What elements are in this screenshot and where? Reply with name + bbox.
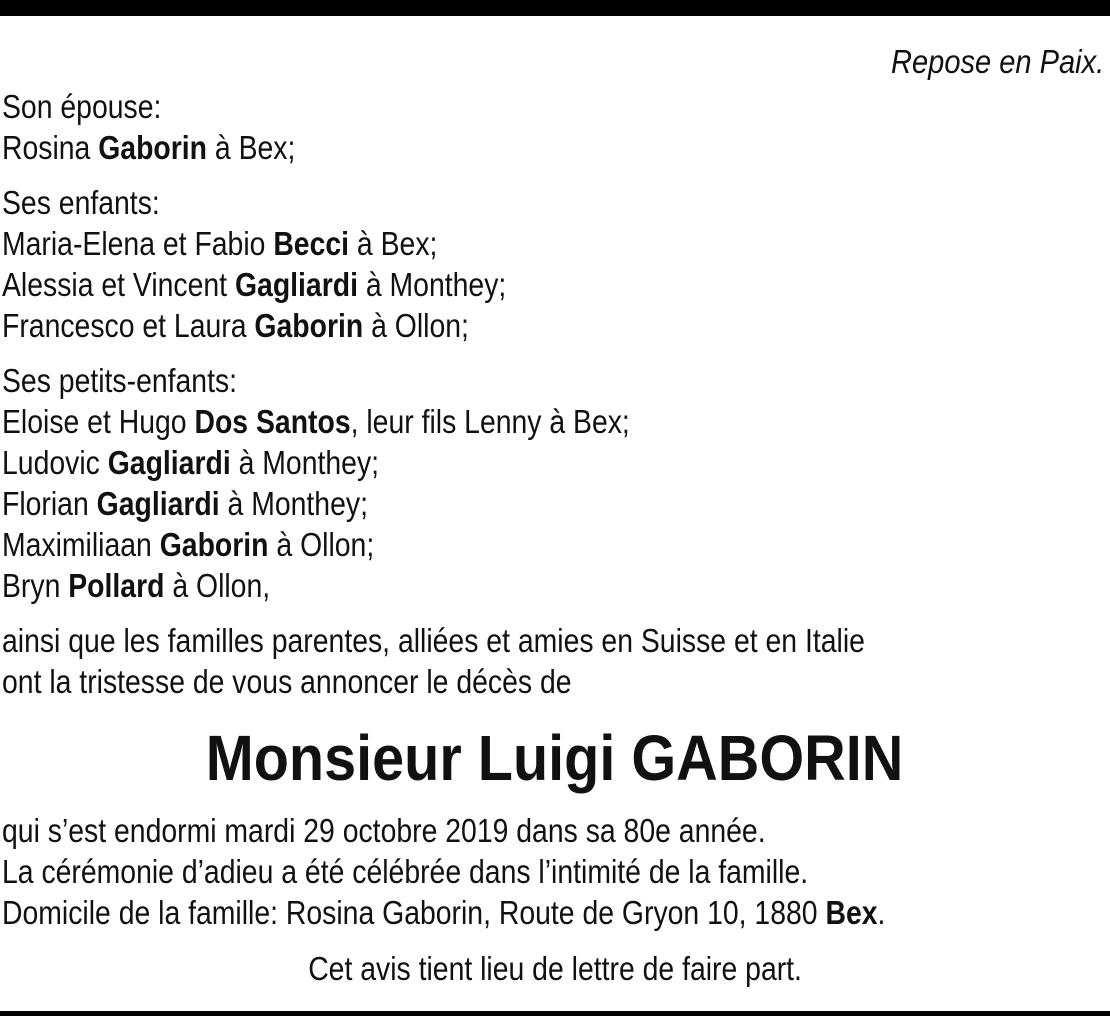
family-entry: Francesco et Laura Gaborin à Ollon; xyxy=(2,307,469,344)
family-entry: Florian Gagliardi à Monthey; xyxy=(2,485,368,522)
family-entry: Maria-Elena et Fabio Becci à Bex; xyxy=(2,225,438,262)
family-entry: Alessia et Vincent Gagliardi à Monthey; xyxy=(2,266,507,303)
family-surname: Becci xyxy=(273,225,350,262)
family-surname: Gaborin xyxy=(254,307,364,344)
closing-note: Cet avis tient lieu de lettre de faire part. xyxy=(308,950,802,987)
family-surname: Gagliardi xyxy=(107,444,231,481)
spouse-section xyxy=(2,86,343,168)
grandchildren-heading: Ses petits-enfants: xyxy=(2,362,238,399)
family-surname: Gaborin xyxy=(98,129,208,166)
residence-place: Bex xyxy=(825,894,878,931)
children-heading: Ses enfants: xyxy=(2,184,160,221)
grandchildren-section xyxy=(2,360,732,606)
family-entry: Ludovic Gagliardi à Monthey; xyxy=(2,444,380,481)
family-entry: Eloise et Hugo Dos Santos, leur fils Lenny à Bex; xyxy=(2,403,630,440)
announcement-line: ont la tristesse de vous annoncer le décès de xyxy=(2,663,572,700)
children-section xyxy=(2,182,588,346)
motto: Repose en Paix. xyxy=(890,43,1104,80)
family-entry: Rosina Gaborin à Bex; xyxy=(2,129,296,166)
deceased-name: Monsieur Luigi GABORIN xyxy=(206,722,904,794)
announcement-paragraph xyxy=(2,620,1005,702)
family-surname: Dos Santos xyxy=(194,403,351,440)
family-entry: Bryn Pollard à Ollon, xyxy=(2,567,271,604)
announcement-line: ainsi que les familles parentes, alliées et amies en Suisse et en Italie xyxy=(2,622,865,659)
family-surname: Gagliardi xyxy=(96,485,220,522)
family-surname: Gaborin xyxy=(159,526,269,563)
bottom-border-rule xyxy=(0,1011,1110,1016)
spouse-heading: Son épouse: xyxy=(2,88,162,125)
details-paragraph xyxy=(2,810,1029,933)
residence-line: Domicile de la famille: Rosina Gaborin, Route de Gryon 10, 1880 Bex. xyxy=(2,894,886,931)
details-line: qui s’est endormi mardi 29 octobre 2019 dans sa 80e année. xyxy=(2,812,766,849)
family-entry: Maximiliaan Gaborin à Ollon; xyxy=(2,526,375,563)
family-surname: Pollard xyxy=(68,567,165,604)
details-line: La cérémonie d’adieu a été célébrée dans l’intimité de la famille. xyxy=(2,853,809,890)
family-surname: Gagliardi xyxy=(234,266,358,303)
